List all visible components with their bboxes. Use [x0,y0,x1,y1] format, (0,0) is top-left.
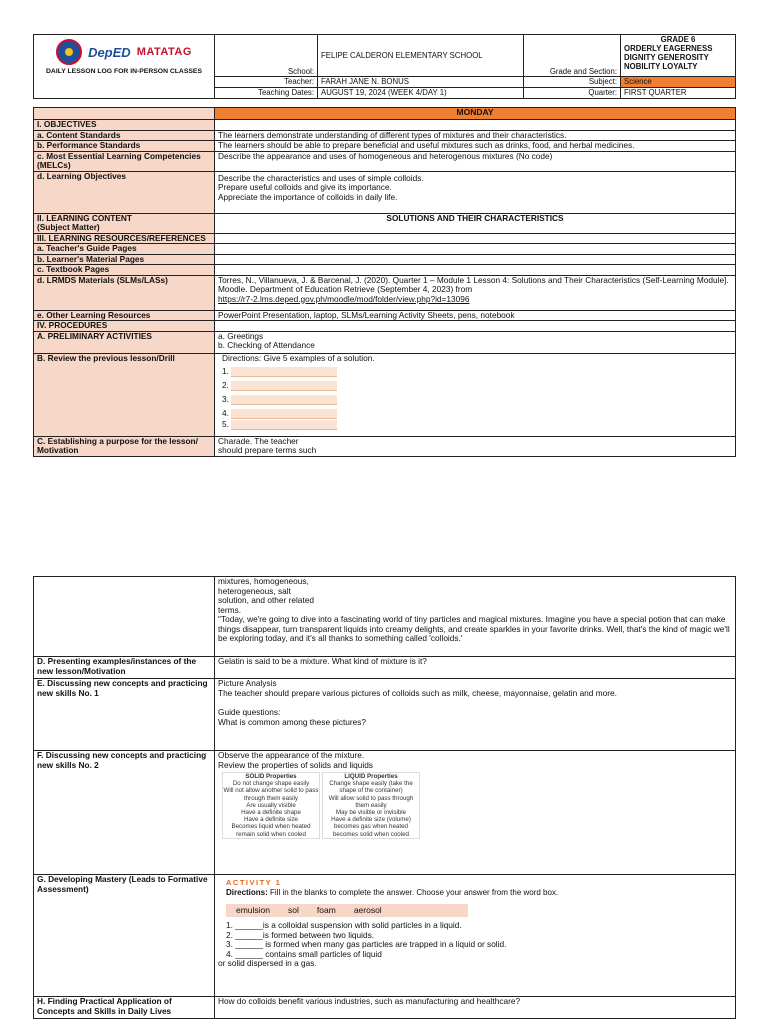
grade-value: GRADE 6 [660,35,696,44]
review-item-3: 3. [222,394,229,405]
discussing-2-cell [215,751,736,875]
answer-blank [231,381,337,391]
motivation-cont-2: heterogeneous, salt [218,585,291,596]
header-section [33,34,735,99]
activity-item-4: 4. ______ contains small particles of liquid [226,948,382,959]
picture-analysis-text: The teacher should prepare various pictures of colloids such as milk, cheese, mayonnaise, gelatin and more. [218,687,617,698]
word-sol: sol [288,904,299,915]
melcs-label: c. Most Essential Learning Competencies (MELCs) [34,151,215,171]
objective-1: Describe the characteristics and uses of simple colloids. [218,172,424,183]
school-value: FELIPE CALDERON ELEMENTARY SCHOOL [318,35,524,77]
section-3: NOBILITY LOYALTY [624,62,698,71]
motivation-cont-4: terms. [218,604,242,615]
activity-item-4-cont: or solid dispersed in a gas. [218,958,317,968]
deped-seal-icon [56,39,82,65]
solid-prop: Becomes liquid when heated [231,823,311,831]
lm-pages-label: b. Learner's Material Pages [34,254,215,265]
activity-item-2: 2. ______is formed between two liquids. [226,929,375,940]
objective-3: Appreciate the importance of colloids in daily life. [218,191,398,202]
school-label: School: [215,35,318,77]
review-item-1: 1. [222,366,229,377]
discussing-1-label: E. Discussing new concepts and practicing new skills No. 1 [34,679,215,751]
objective-2: Prepare useful colloids and give its importance. [218,182,392,192]
word-aerosol: aerosol [353,904,382,915]
learning-objectives [215,171,736,213]
directions-text: Fill in the blanks to complete the answer. Choose your answer from the word box. [270,887,559,897]
attendance: b. Checking of Attendance [218,340,315,350]
review-properties-text: Review the properties of solids and liquids [218,759,373,770]
motivation-continued [215,577,736,657]
subject-value: Science [621,77,736,88]
lrmds-link[interactable]: https://r7-2.lms.deped.gov.ph/moodle/mod/folder/view.php?id=13096 [218,293,470,304]
logo-cell [34,35,215,99]
section-1: ORDERLY EAGERNESS [624,44,713,53]
mastery-cell [215,875,736,997]
motivation-cell [215,436,736,456]
application-text: How do colloids benefit various industries, such as manufacturing and healthcare? [215,997,736,1019]
presenting-label: D. Presenting examples/instances of the new lesson/Motivation [34,657,215,679]
word-emulsion: emulsion [236,904,271,915]
subject-label: Subject: [524,77,621,88]
liquid-prop: Change shape easily (take the shape of the container) [329,780,413,795]
motivation-label: C. Establishing a purpose for the lesson/ Motivation [34,436,215,456]
deped-logo: DepED [88,44,131,60]
guide-question-1: What is common among these pictures? [218,716,367,727]
lrmds-text: Torres, N., Villanueva, J. & Barcenal, J. (2020). Quarter 1 – Module 1 Lesson 4: Solutions and Their Characteristics (Self-Learning Module]. Moodle. Department of Education Retrieve (September 4, 2023) from [218,274,729,294]
activity-item-1: 1. ______is a colloidal suspension with solid particles in a liquid. [226,920,462,930]
liquid-prop: Will allow solid to pass through them easily [328,794,414,809]
solid-prop: Have a definite size [244,816,298,824]
lrmds-label: d. LRMDS Materials (SLMs/LASs) [34,275,215,310]
dates-label: Teaching Dates: [215,88,318,99]
review-cell [215,353,736,436]
picture-analysis: Picture Analysis [218,678,277,688]
matatag-logo: MATATAG [136,45,192,58]
solid-prop: Do not change shape easily [232,780,310,788]
word-box [226,904,468,918]
solid-title: SOLID Properties [245,773,297,780]
performance-standards-label: b. Performance Standards [34,141,215,152]
objectives-title: I. OBJECTIVES [34,120,215,131]
review-item-5: 5. [222,419,229,430]
review-label: B. Review the previous lesson/Drill [34,353,215,436]
melcs: Describe the appearance and uses of homogeneous and heterogenous mixtures (No code) [215,151,736,171]
grade-label: Grade and Section: [524,35,621,77]
dates-value: AUGUST 19, 2024 (WEEK 4/DAY 1) [318,88,524,99]
lesson-table-2 [33,576,735,1019]
word-foam: foam [316,904,336,915]
answer-blank [231,420,337,430]
procedures-title: IV. PROCEDURES [34,321,215,332]
liquid-title: LIQUID Properties [344,773,398,780]
discussing-2-label: F. Discussing new concepts and practicing new skills No. 2 [34,751,215,875]
motivation-quote: "Today, we're going to dive into a fascinating world of tiny particles and magical mixtures. Imagine you have a special potion that can make things disappear, turn transparent liquids into creamy delights, and create sparkles in your favorite drinks. Well, that's the kind of magic we'll be exploring today, and it's all thanks to something called 'colloids.' [218,614,730,643]
learning-objectives-label: d. Learning Objectives [34,171,215,213]
motivation-text-2: should prepare terms such [218,445,317,455]
quarter-value: FIRST QUARTER [621,88,736,99]
activity-title: ACTIVITY 1 [226,878,282,887]
answer-blank [231,367,337,377]
liquid-prop: becomes gas when heated [334,823,408,831]
preliminary-label: A. PRELIMINARY ACTIVITIES [34,331,215,353]
learning-content-label: II. LEARNING CONTENT (Subject Matter) [34,213,215,233]
performance-standards: The learners should be able to prepare beneficial and useful mixtures such as drinks, food, and herbal medicines. [215,141,736,152]
review-directions: Directions: Give 5 examples of a solution. [222,352,375,363]
liquid-prop: becomes solid when cooled [332,830,409,838]
solid-properties [222,772,320,839]
liquid-prop: Have a definite size (volume) [331,816,411,824]
activity-item-3: 3. ______ is formed when many gas particles are trapped in a liquid or solid. [226,939,507,949]
review-item-2: 2. [222,380,229,391]
motivation-cont-3: solution, and other related [218,595,314,605]
lesson-table-1 [33,107,735,457]
activity-directions [226,888,732,898]
other-resources: PowerPoint Presentation, laptop, SLMs/Learning Activity Sheets, pens, notebook [215,310,736,321]
day-header: MONDAY [215,108,736,120]
mastery-label: G. Developing Mastery (Leads to Formative Assessment) [34,875,215,997]
dll-title: DAILY LESSON LOG FOR IN-PERSON CLASSES [46,68,202,75]
answer-blank [231,409,337,419]
properties-image [222,772,732,839]
grade-section-cell [621,35,736,77]
review-item-4: 4. [222,408,229,419]
solid-prop: Will not allow another solid to pass through them easily [223,787,319,802]
quarter-label: Quarter: [524,88,621,99]
preliminary-cell [215,331,736,353]
motivation-text-1: Charade. The teacher [218,435,299,446]
teacher-value: FARAH JANE N. BONUS [318,77,524,88]
greetings: a. Greetings [218,330,264,341]
liquid-prop: May be visible or invisible [335,809,407,817]
discussing-1-cell [215,679,736,751]
solid-prop: remain solid when cooled [236,830,306,838]
lrmds-cell [215,275,736,310]
textbook-pages-label: c. Textbook Pages [34,265,215,276]
other-resources-label: e. Other Learning Resources [34,310,215,321]
teacher-label: Teacher: [215,77,318,88]
solid-prop: Have a definite shape [241,809,301,817]
guide-questions: Guide questions: [218,707,281,717]
observe-text: Observe the appearance of the mixture. [218,750,365,760]
answer-blank [231,395,337,405]
tg-pages-label: a. Teacher's Guide Pages [34,244,215,255]
motivation-cont-1: mixtures, homogeneous, [218,576,309,586]
section-2: DIGNITY GENEROSITY [624,53,709,62]
liquid-properties [322,772,420,839]
content-standards: The learners demonstrate understanding of different types of mixtures and their characteristics. [215,130,736,141]
content-standards-label: a. Content Standards [34,130,215,141]
resources-label: III. LEARNING RESOURCES/REFERENCES [34,233,215,244]
application-label: H. Finding Practical Application of Concepts and Skills in Daily Lives [34,997,215,1019]
directions-label: Directions: [226,887,268,897]
learning-content: SOLUTIONS AND THEIR CHARACTERISTICS [215,213,736,233]
presenting-text: Gelatin is said to be a mixture. What kind of mixture is it? [215,657,736,679]
solid-prop: Are usually visible [246,801,296,809]
